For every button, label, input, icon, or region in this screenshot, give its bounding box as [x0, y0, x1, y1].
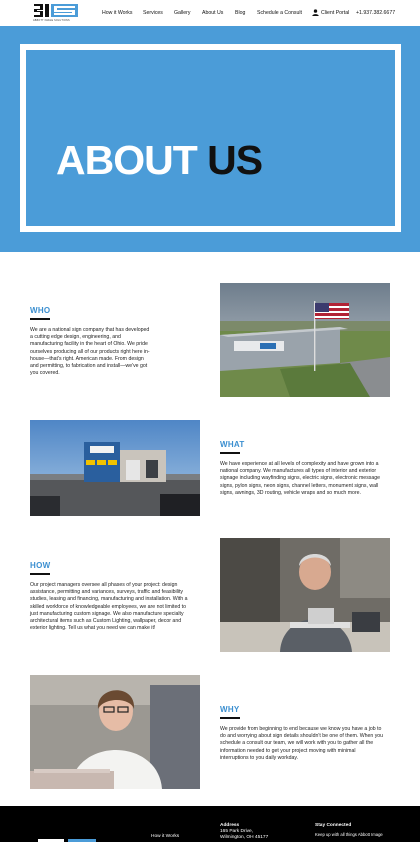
how-line: just manufacturing custom signage. We also manufacture specialty — [30, 610, 184, 617]
how-line: exterior lighting. Tell us what you need we can make it! — [30, 625, 156, 632]
phone-link[interactable]: +1.937.382.6677 — [356, 10, 396, 16]
what-line: signs, pylon signs, neon signs, channel letters, monument signs, wall — [220, 482, 379, 489]
who-line: and permitting, to fabrication and install—we've got — [30, 363, 148, 370]
hero-title-us: US — [207, 137, 263, 183]
who-text — [30, 327, 200, 377]
who-line: house—that's right. American made. From design — [30, 355, 144, 362]
who-divider — [30, 318, 50, 320]
what-text — [220, 461, 400, 497]
why-line: do and worrying about sign details shouldn't be one of them. When you — [220, 733, 384, 740]
client-portal-link[interactable]: Client Portal — [321, 10, 350, 16]
nav-gallery[interactable]: Gallery — [174, 10, 191, 16]
craftsman-photo — [220, 538, 390, 652]
main-nav — [0, 0, 420, 26]
storefront-photo — [30, 420, 200, 516]
who-line: manufacturing facility in the heart of Ohio. We pride — [30, 341, 148, 348]
what-line: signage including wayfinding signs, electric signs, electronic message — [220, 475, 381, 482]
hero-title-about: ABOUT — [56, 137, 197, 183]
nav-blog[interactable]: Blog — [235, 10, 246, 16]
facility-aerial-photo — [220, 283, 390, 397]
nav-how-it-works[interactable]: How it Works — [102, 10, 133, 16]
how-line: skilled workforce of knowledgeable employees, we are not limited to — [30, 603, 186, 610]
footer-address-line1: 165 Park Drive, — [220, 829, 254, 834]
how-line: assistance, permitting and variances, surveys, traffic and feasibility — [30, 589, 184, 596]
footer-address-label: Address — [220, 823, 240, 828]
footer-how-it-works-link[interactable]: How it Works — [151, 834, 180, 839]
who-title: WHO — [30, 306, 51, 315]
hero-title — [56, 137, 262, 184]
logo-tagline: ABBOTT IMAGE SOLUTIONS — [33, 19, 70, 22]
how-divider — [30, 573, 50, 575]
why-line: information needed to get your project moving with minimal — [220, 747, 356, 754]
why-line: schedule a consult our team, we will work with you to gather all the — [220, 740, 374, 747]
who-line: a cutting edge design, engineering, and — [30, 334, 121, 341]
how-text — [30, 582, 210, 632]
who-line: We are a national sign company that has developed — [30, 327, 150, 333]
footer-stay-connected-heading: Stay Connected — [315, 823, 352, 828]
why-line: We provide from beginning to end because we know you have a job to — [220, 726, 382, 732]
who-line: you covered. — [30, 370, 60, 377]
nav-about-us[interactable]: About Us — [202, 10, 224, 16]
what-title: WHAT — [220, 440, 245, 449]
what-line: signs, awnings, 3D routing, vehicle wraps and so much more. — [220, 489, 361, 496]
site-footer — [0, 806, 420, 842]
user-icon — [312, 9, 319, 16]
why-line: interruptions to you daily workday. — [220, 754, 299, 761]
nav-services[interactable]: Services — [143, 10, 163, 16]
how-line: studies, leasing and financing, manufacturing and installation. With a — [30, 596, 188, 603]
what-divider — [220, 452, 240, 454]
how-line: architectural items such as Custom Lighting, wallpaper, decor and — [30, 618, 182, 625]
how-line: Our project managers oversee all phases of your project: design — [30, 582, 178, 588]
nav-schedule-consult[interactable]: Schedule a Consult — [257, 10, 302, 16]
site-header — [0, 0, 420, 26]
what-line: We have experience at all levels of complexity and have grown into a — [220, 461, 379, 467]
how-title: HOW — [30, 561, 51, 570]
what-line: national company. We manufactures all types of interior and exterior — [220, 468, 377, 475]
why-text — [220, 726, 400, 762]
footer-address-line2: Wilmington, OH 45177 — [220, 835, 269, 840]
office-worker-photo — [30, 675, 200, 789]
why-title: WHY — [220, 705, 240, 714]
who-line: ourselves producing all of our products right here in- — [30, 348, 150, 355]
hero-banner — [0, 26, 420, 252]
footer-stay-text: Keep up with all things Abbott Image — [315, 832, 383, 837]
why-divider — [220, 717, 240, 719]
